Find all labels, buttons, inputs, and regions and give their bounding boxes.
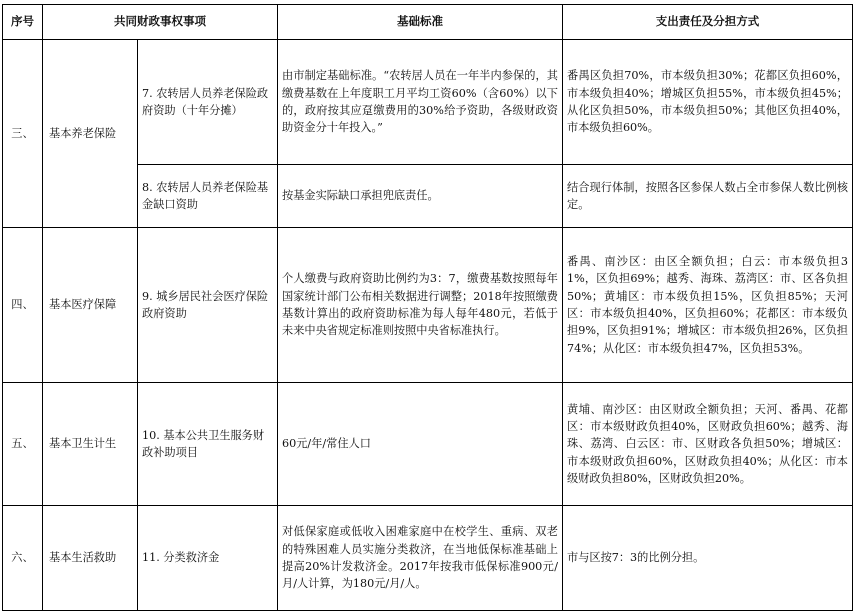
- row-category: 基本生活救助: [43, 506, 138, 611]
- row-category: 基本养老保险: [43, 40, 138, 228]
- row-standard: 60元/年/常住人口: [278, 383, 563, 506]
- row-category: 基本医疗保障: [43, 228, 138, 383]
- row-serial-number: 六、: [3, 506, 43, 611]
- row-category: 基本卫生计生: [43, 383, 138, 506]
- table-row: [3, 506, 853, 611]
- row-item: 7. 农转居人员养老保险政府资助（十年分摊）: [138, 40, 278, 165]
- table-header-row: [3, 5, 853, 40]
- table-row: [3, 383, 853, 506]
- row-item: 10. 基本公共卫生服务财政补助项目: [138, 383, 278, 506]
- row-standard: 对低保家庭或低收入困难家庭中在校学生、重病、双老的特殊困难人员实施分类救济，在当地低保标准基础上提高20%计发救济金。2017年按我市低保标准900元/月/人计算，为180元/月/人。: [278, 506, 563, 611]
- table-row: [3, 40, 853, 165]
- row-item: 9. 城乡居民社会医疗保险政府资助: [138, 228, 278, 383]
- row-responsibility: 市与区按7：3的比例分担。: [563, 506, 853, 611]
- table-row: [3, 228, 853, 383]
- header-expenditure-responsibility: 支出责任及分担方式: [563, 5, 853, 40]
- fiscal-responsibility-table: [2, 4, 853, 611]
- row-standard: 个人缴费与政府资助比例约为3：7，缴费基数按照每年国家统计部门公布相关数据进行调整；2018年按照缴费基数计算出的政府资助标准为每人每年480元，若低于未来中央省规定标准则按照中央省标准执行。: [278, 228, 563, 383]
- row-item: 8. 农转居人员养老保险基金缺口资助: [138, 165, 278, 228]
- header-basic-standard: 基础标准: [278, 5, 563, 40]
- row-standard: 由市制定基础标准。“农转居人员在一年半内参保的，其缴费基数在上年度职工月平均工资60%（含60%）以下的，政府按其应趸缴费用的30%给予资助，各级财政资助资金分十年投入。”: [278, 40, 563, 165]
- header-shared-fiscal-matter: 共同财政事权事项: [43, 5, 278, 40]
- row-serial-number: 三、: [3, 40, 43, 228]
- row-standard: 按基金实际缺口承担兜底责任。: [278, 165, 563, 228]
- row-serial-number: 四、: [3, 228, 43, 383]
- row-responsibility: 黄埔、南沙区：由区财政全额负担；天河、番禺、花都区：市本级财政负担40%，区财政负担60%；越秀、海珠、荔湾、白云区：市、区财政各负担50%；增城区：市本级财政负担60%，区财政负担40%；从化区：市本级财政负担80%，区财政负担20%。: [563, 383, 853, 506]
- row-serial-number: 五、: [3, 383, 43, 506]
- header-serial-number: 序号: [3, 5, 43, 40]
- row-responsibility: 结合现行体制，按照各区参保人数占全市参保人数比例核定。: [563, 165, 853, 228]
- row-responsibility: 番禺区负担70%，市本级负担30%；花都区负担60%，市本级负担40%；增城区负担55%，市本级负担45%；从化区负担50%，市本级负担50%；其他区负担40%，市本级负担60%。: [563, 40, 853, 165]
- row-item: 11. 分类救济金: [138, 506, 278, 611]
- row-responsibility: 番禺、南沙区：由区全额负担；白云：市本级负担31%，区负担69%；越秀、海珠、荔湾区：市、区各负担50%；黄埔区：市本级负担15%，区负担85%；天河区：市本级负担40%，区负担60%；花都区：市本级负担9%，区负担91%；增城区：市本级负担26%，区负担74%；从化区：市本级负担47%，区负担53%。: [563, 228, 853, 383]
